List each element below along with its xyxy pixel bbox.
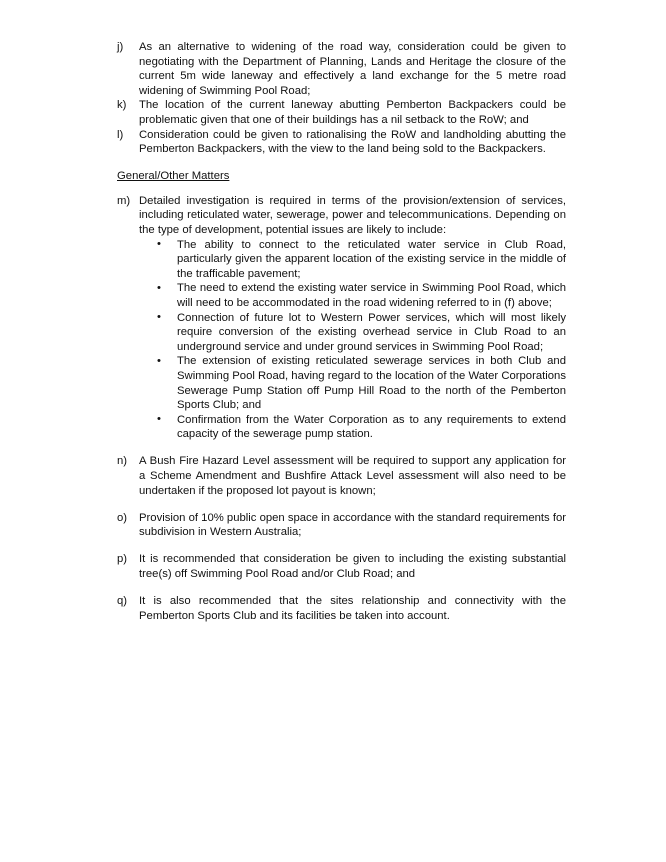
list-item-text: The location of the current laneway abutting Pemberton Backpackers could be problematic given that one of their buildings has a nil setback to the RoW; and <box>139 99 566 126</box>
list-item-text: Consideration could be given to rationalising the RoW and landholding abutting the Pemberton Backpackers, with the view to the land being sold to the Backpackers. <box>139 128 566 156</box>
list-item-label: o) <box>117 511 128 524</box>
bullet-item <box>117 354 566 412</box>
list-item-label: j) <box>117 41 124 53</box>
list-item-label: q) <box>117 595 128 608</box>
document-content <box>117 40 566 623</box>
list-item-label: k) <box>117 99 127 112</box>
list-item-l <box>117 128 566 157</box>
list-item-text: It is also recommended that the sites relationship and connectivity with the Pemberton Sports Club and its facilities be taken into account. <box>139 595 566 622</box>
list-item-j <box>117 40 566 98</box>
list-item-label: l) <box>117 128 124 141</box>
list-item-label: n) <box>117 455 128 468</box>
bullet-text: The need to extend the existing water service in Swimming Pool Road, which will need to be accommodated in the road widening referred to in (f) above; <box>177 282 566 309</box>
list-item-k <box>117 98 566 127</box>
list-item-q <box>117 594 566 623</box>
bullet-text: Confirmation from the Water Corporation as to any requirements to extend capacity of the sewerage pump station. <box>177 413 566 441</box>
section-heading: General/Other Matters <box>117 170 230 183</box>
list-item-text: Detailed investigation is required in terms of the provision/extension of services, including reticulated water, sewerage, power and telecommunications. Depending on the type of development, potential issues are likely to include: <box>139 194 566 237</box>
list-item-text: It is recommended that consideration be given to including the existing substantial tree(s) off Swimming Pool Road and/or Club Road; and <box>139 553 566 580</box>
bullet-marker: • <box>157 281 161 294</box>
bullet-text: The extension of existing reticulated sewerage services in both Club and Swimming Pool Road, having regard to the location of the Water Corporations Sewerage Pump Station off Pump Hill Road to the north of the Pemberton Sports Club; and <box>177 355 566 412</box>
bullet-item <box>117 238 566 282</box>
bullet-marker: • <box>157 238 161 251</box>
bullet-text: The ability to connect to the reticulated water service in Club Road, particularly given the apparent location of the existing service in the middle of the trafficable pavement; <box>177 238 566 280</box>
list-item-text: As an alternative to widening of the road way, consideration could be given to negotiating with the Department of Planning, Lands and Heritage the closure of the current 5m wide laneway and effectively a land exchange for the 5 metre road widening of Swimming Pool Road; <box>139 41 566 97</box>
bullet-marker: • <box>157 354 161 367</box>
list-item-text: Provision of 10% public open space in accordance with the standard requirements for subdivision in Western Australia; <box>139 511 567 539</box>
list-item-p <box>117 552 566 581</box>
list-item-o <box>117 511 566 540</box>
bullet-marker: • <box>157 311 161 324</box>
bullet-item <box>117 311 566 355</box>
list-item-m <box>117 194 566 238</box>
bullet-text: Connection of future lot to Western Power services, which will most likely require conversion of the existing overhead service in Club Road to an underground service and under ground services in Swimming Pool Road; <box>177 311 566 353</box>
bullet-item <box>117 281 566 310</box>
list-item-text: A Bush Fire Hazard Level assessment will be required to support any application for a Scheme Amendment and Bushfire Attack Level assessment will also need to be undertaken if the proposed lot payout is known; <box>139 455 566 497</box>
list-item-n <box>117 454 566 498</box>
list-item-label: p) <box>117 553 128 566</box>
list-item-label: m) <box>117 194 131 207</box>
bullet-marker: • <box>157 413 161 426</box>
bullet-item <box>117 413 566 442</box>
